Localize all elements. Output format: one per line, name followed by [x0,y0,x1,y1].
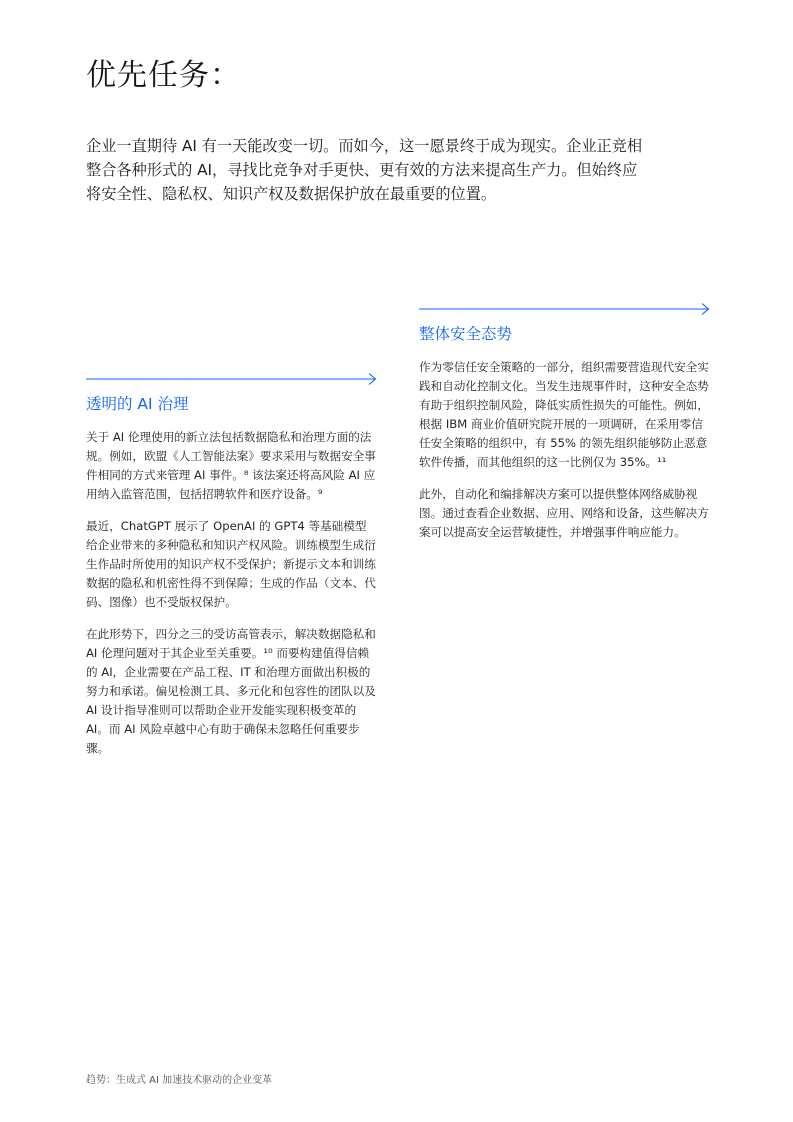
section-paragraph: 此外，自动化和编排解决方案可以提供整体网络威胁视图。通过查看企业数据、应用、网络和设备，这些解决方案可以提高安全运营敏捷性，并增强事件响应能力。 [419,487,709,539]
intro-paragraph: 企业一直期待 AI 有一天能改变一切。而如今，这一愿景终于成为现实。企业正竞相整合各种形式的 AI，寻找比竞争对手更快、更有效的方法来提高生产力。但始终应将安全性、隐私权、知识产权及数据保护放在最重要的位置。 [86,137,643,203]
section-paragraph: 最近，ChatGPT 展示了 OpenAI 的 GPT4 等基础模型给企业带来的多种隐私和知识产权风险。训练模型生成衍生作品时所使用的知识产权不受保护；新提示文本和训练数据的隐私和机密性得不到保障；生成的作品（文本、代码、图像）也不受版权保护。 [86,519,376,609]
section-transparent-ai-governance [86,372,378,771]
section-title: 透明的 AI 治理 [86,395,189,413]
section-title: 整体安全态势 [419,325,513,343]
arrow-right-icon [419,302,711,316]
section-paragraph: 作为零信任安全策略的一部分，组织需要营造现代安全实践和自动化控制文化。当发生违规事件时，这种安全态势有助于组织控制风险，降低实质性损失的可能性。例如，根据 IBM 商业价值研究院开展的一项调研，在采用零信任安全策略的组织中，有 55% 的领先组织能够防止恶意软件传播，而其他组织的这一比例仅为 35%。¹¹ [419,360,709,469]
page-title: 优先任务： [86,58,241,93]
arrow-right-icon [86,372,378,386]
section-paragraph: 在此形势下，四分之三的受访高管表示，解决数据隐私和 AI 伦理问题对于其企业至关重要。¹⁰ 而要构建值得信赖的 AI，企业需要在产品工程、IT 和治理方面做出积极的努力和承诺。偏见检测工具、多元化和包容性的团队以及 AI 设计指导准则可以帮助企业开发能实现积极变革的 AI。而 AI 风险卓越中心有助于确保未忽略任何重要步骤。 [86,627,376,755]
section-paragraph: 关于 AI 伦理使用的新立法包括数据隐私和治理方面的法规。例如，欧盟《人工智能法案》要求采用与数据安全事件相同的方式来管理 AI 事件。⁸ 该法案还将高风险 AI 应用纳入监管范围，包括招聘软件和医疗设备。⁹ [86,430,376,501]
page-footer: 趋势：生成式 AI 加速技术驱动的企业变革 [86,1075,273,1086]
section-holistic-security-posture [419,302,711,555]
